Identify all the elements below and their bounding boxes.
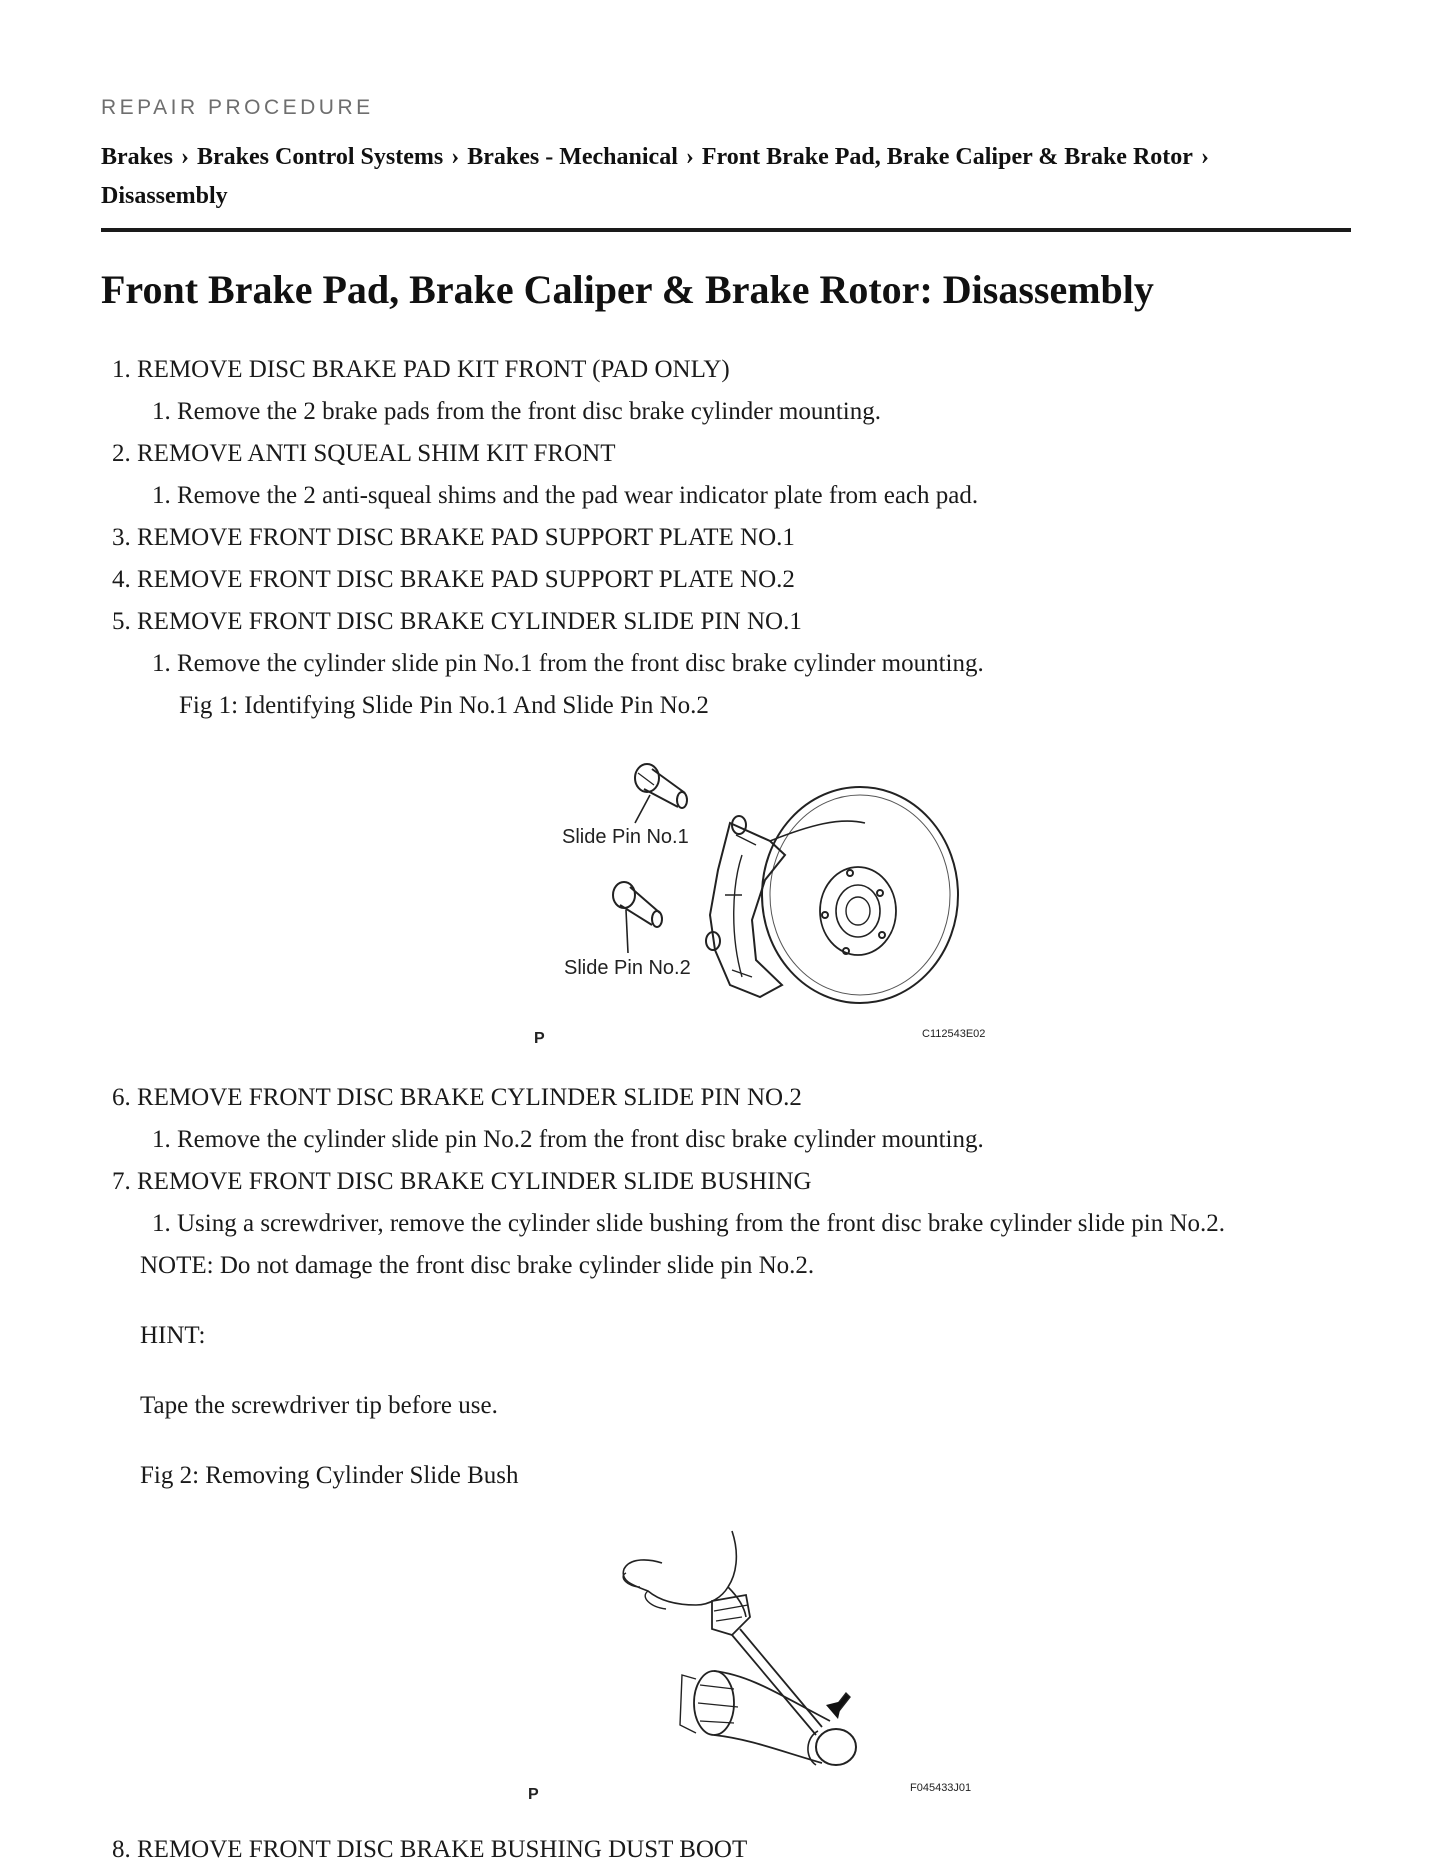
page-title: Front Brake Pad, Brake Caliper & Brake Rotor: Disassembly	[101, 267, 1154, 312]
step-2: 2. REMOVE ANTI SQUEAL SHIM KIT FRONT	[112, 440, 616, 467]
step-6-sub-1: 1. Remove the cylinder slide pin No.2 from the front disc brake cylinder mounting.	[152, 1126, 984, 1153]
breadcrumb-separator: ›	[685, 144, 694, 170]
figure-2-caption: Fig 2: Removing Cylinder Slide Bush	[140, 1462, 519, 1489]
header-divider	[101, 228, 1351, 232]
step-1: 1. REMOVE DISC BRAKE PAD KIT FRONT (PAD ONLY)	[112, 356, 730, 383]
figure-1-label-pin-1: Slide Pin No.1	[562, 826, 689, 848]
step-3: 3. REMOVE FRONT DISC BRAKE PAD SUPPORT PLATE NO.1	[112, 524, 795, 551]
step-4: 4. REMOVE FRONT DISC BRAKE PAD SUPPORT PLATE NO.2	[112, 566, 795, 593]
breadcrumb-item-brakes-mechanical[interactable]: Brakes - Mechanical	[467, 144, 678, 170]
figure-1-slide-pins	[520, 745, 1000, 1050]
slide-pin-1-icon	[635, 764, 687, 808]
figure-1-code: C112543E02	[922, 1028, 986, 1040]
step-6: 6. REMOVE FRONT DISC BRAKE CYLINDER SLIDE PIN NO.2	[112, 1084, 802, 1111]
breadcrumb-item-brakes[interactable]: Brakes	[101, 144, 173, 170]
step-7-sub-1: 1. Using a screwdriver, remove the cylinder slide bushing from the front disc brake cylinder slide pin No.2.	[152, 1210, 1226, 1237]
slide-pin-illustration	[520, 745, 1000, 1050]
breadcrumb-separator: ›	[451, 144, 460, 170]
figure-2-code: F045433J01	[910, 1782, 972, 1794]
section-kicker: REPAIR PROCEDURE	[101, 96, 374, 119]
step-7: 7. REMOVE FRONT DISC BRAKE CYLINDER SLIDE BUSHING	[112, 1168, 812, 1195]
figure-2-corner-mark: P	[528, 1786, 539, 1800]
step-8: 8. REMOVE FRONT DISC BRAKE BUSHING DUST BOOT	[112, 1836, 748, 1863]
step-5: 5. REMOVE FRONT DISC BRAKE CYLINDER SLIDE PIN NO.1	[112, 608, 802, 635]
breadcrumb-separator: ›	[1200, 144, 1209, 170]
breadcrumb-item-disassembly[interactable]: Disassembly	[101, 183, 228, 209]
figure-1-caption: Fig 1: Identifying Slide Pin No.1 And Slide Pin No.2	[179, 692, 709, 719]
figure-2-slide-bush	[500, 1525, 1000, 1800]
figure-1-corner-mark: P	[534, 1030, 545, 1047]
breadcrumb-item-front-brake-pad[interactable]: Front Brake Pad, Brake Caliper & Brake Rotor	[701, 144, 1193, 170]
slide-bush-illustration	[500, 1525, 1000, 1800]
hint-label: HINT:	[140, 1322, 206, 1349]
breadcrumb	[101, 138, 1341, 216]
step-1-sub-1: 1. Remove the 2 brake pads from the front disc brake cylinder mounting.	[152, 398, 881, 425]
step-2-sub-1: 1. Remove the 2 anti-squeal shims and the pad wear indicator plate from each pad.	[152, 482, 979, 509]
figure-1-label-pin-2: Slide Pin No.2	[564, 957, 691, 979]
note-text: NOTE: Do not damage the front disc brake cylinder slide pin No.2.	[140, 1252, 815, 1279]
slide-pin-2-icon	[613, 882, 662, 927]
step-5-sub-1: 1. Remove the cylinder slide pin No.1 from the front disc brake cylinder mounting.	[152, 650, 984, 677]
breadcrumb-item-brakes-control-systems[interactable]: Brakes Control Systems	[197, 144, 444, 170]
hint-text: Tape the screwdriver tip before use.	[140, 1392, 498, 1419]
breadcrumb-separator: ›	[181, 144, 189, 170]
